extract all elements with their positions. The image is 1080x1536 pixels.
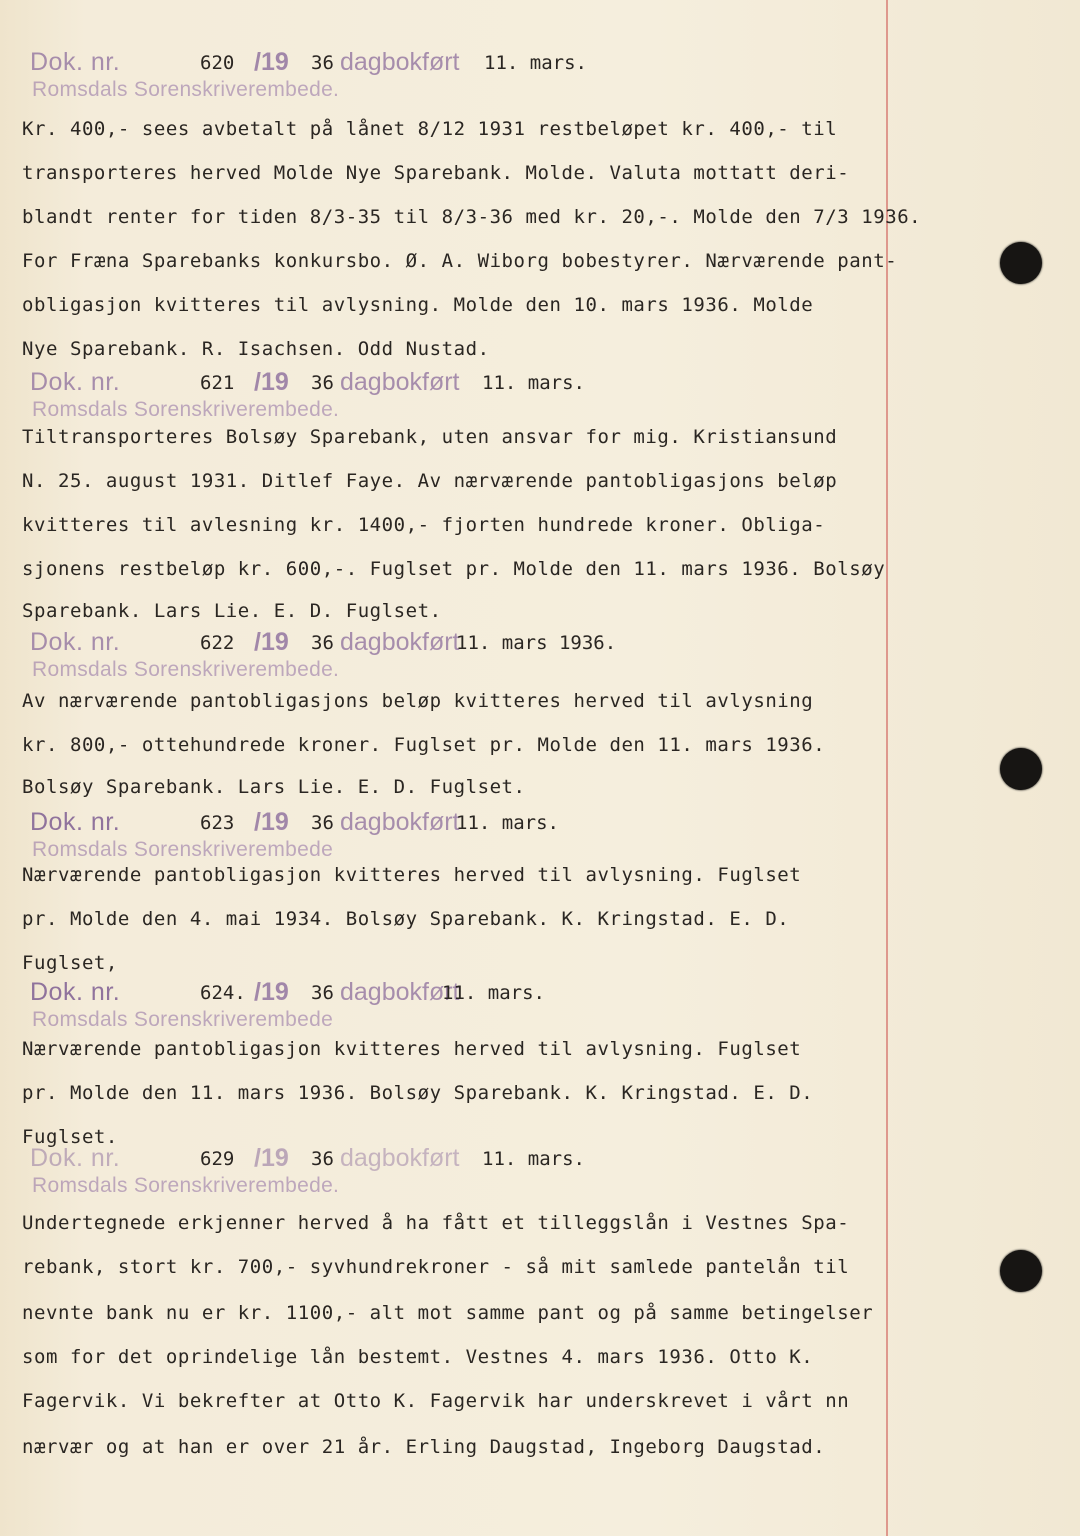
text-line: kr. 800,- ottehundrede kroner. Fuglset pr. Molde den 11. mars 1936. — [22, 734, 826, 756]
document-number: 620 — [200, 52, 235, 74]
text-line: som for det oprindelige lån bestemt. Vestnes 4. mars 1936. Otto K. — [22, 1346, 814, 1368]
entry-date: 11. mars. — [456, 812, 559, 834]
text-line: Fuglset, — [22, 952, 118, 974]
office-stamp: Romsdals Sorenskriverembede. — [32, 398, 340, 421]
document-number: 622 — [200, 632, 235, 654]
entry-header — [22, 808, 882, 862]
office-stamp: Romsdals Sorenskriverembede — [32, 838, 334, 861]
dok-nr-stamp: Dok. nr. — [30, 808, 121, 836]
dok-nr-stamp: Dok. nr. — [30, 978, 121, 1006]
text-line: Undertegnede erkjenner herved å ha fått et tilleggslån i Vestnes Spa- — [22, 1212, 850, 1234]
text-line: For Fræna Sparebanks konkursbo. Ø. A. Wiborg bobestyrer. Nærværende pant- — [22, 250, 898, 272]
text-line: rebank, stort kr. 700,- syvhundrekroner - så mit samlede pantelån til — [22, 1256, 850, 1278]
entry-header — [22, 1144, 882, 1198]
year-suffix: 36 — [311, 982, 334, 1004]
year-prefix-stamp: /19 — [254, 808, 289, 836]
document-number: 629 — [200, 1148, 235, 1170]
dagbokfort-stamp: dagbokført — [340, 978, 460, 1006]
text-line: N. 25. august 1931. Ditlef Faye. Av nærværende pantobligasjons beløp — [22, 470, 838, 492]
text-line: Fagervik. Vi bekrefter at Otto K. Fagervik har underskrevet i vårt nn — [22, 1390, 850, 1412]
entry-date: 11. mars. — [482, 372, 585, 394]
entry-date: 11. mars. — [484, 52, 587, 74]
dagbokfort-stamp: dagbokført — [340, 1144, 460, 1172]
year-suffix: 36 — [311, 1148, 334, 1170]
dok-nr-stamp: Dok. nr. — [30, 1144, 121, 1172]
office-stamp: Romsdals Sorenskriverembede. — [32, 658, 340, 681]
text-line: Nye Sparebank. R. Isachsen. Odd Nustad. — [22, 338, 490, 360]
year-prefix-stamp: /19 — [254, 978, 289, 1006]
document-number: 624. — [200, 982, 246, 1004]
text-line: nevnte bank nu er kr. 1100,- alt mot samme pant og på samme betingelser — [22, 1302, 874, 1324]
entry-header — [22, 978, 882, 1032]
document-number: 623 — [200, 812, 235, 834]
office-stamp: Romsdals Sorenskriverembede. — [32, 78, 340, 101]
year-prefix-stamp: /19 — [254, 48, 289, 76]
text-line: Nærværende pantobligasjon kvitteres herved til avlysning. Fuglset — [22, 1038, 802, 1060]
text-line: transporteres herved Molde Nye Sparebank. Molde. Valuta mottatt deri- — [22, 162, 850, 184]
year-suffix: 36 — [311, 632, 334, 654]
dok-nr-stamp: Dok. nr. — [30, 368, 121, 396]
document-number: 621 — [200, 372, 235, 394]
text-line: Kr. 400,- sees avbetalt på lånet 8/12 1931 restbeløpet kr. 400,- til — [22, 118, 838, 140]
year-prefix-stamp: /19 — [254, 1144, 289, 1172]
text-line: pr. Molde den 4. mai 1934. Bolsøy Sparebank. K. Kringstad. E. D. — [22, 908, 790, 930]
dagbokfort-stamp: dagbokført — [340, 628, 460, 656]
year-suffix: 36 — [311, 52, 334, 74]
text-line: pr. Molde den 11. mars 1936. Bolsøy Sparebank. K. Kringstad. E. D. — [22, 1082, 814, 1104]
year-prefix-stamp: /19 — [254, 368, 289, 396]
office-stamp: Romsdals Sorenskriverembede. — [32, 1174, 340, 1197]
text-line: obligasjon kvitteres til avlysning. Molde den 10. mars 1936. Molde — [22, 294, 814, 316]
text-line: Sparebank. Lars Lie. E. D. Fuglset. — [22, 600, 442, 622]
year-suffix: 36 — [311, 372, 334, 394]
dok-nr-stamp: Dok. nr. — [30, 48, 121, 76]
text-line: Tiltransporteres Bolsøy Sparebank, uten ansvar for mig. Kristiansund — [22, 426, 838, 448]
text-line: Av nærværende pantobligasjons beløp kvitteres herved til avlysning — [22, 690, 814, 712]
text-line: Nærværende pantobligasjon kvitteres herved til avlysning. Fuglset — [22, 864, 802, 886]
dagbokfort-stamp: dagbokført — [340, 808, 460, 836]
entry-date: 11. mars 1936. — [456, 632, 617, 654]
text-line: kvitteres til avlesning kr. 1400,- fjorten hundrede kroner. Obliga- — [22, 514, 826, 536]
text-line: Bolsøy Sparebank. Lars Lie. E. D. Fuglset. — [22, 776, 526, 798]
year-suffix: 36 — [311, 812, 334, 834]
dagbokfort-stamp: dagbokført — [340, 368, 460, 396]
punch-hole-middle — [1000, 748, 1042, 790]
entry-date: 11. mars. — [442, 982, 545, 1004]
year-prefix-stamp: /19 — [254, 628, 289, 656]
dok-nr-stamp: Dok. nr. — [30, 628, 121, 656]
text-line: blandt renter for tiden 8/3-35 til 8/3-36 med kr. 20,-. Molde den 7/3 1936. — [22, 206, 922, 228]
entry-date: 11. mars. — [482, 1148, 585, 1170]
entry-header — [22, 628, 882, 682]
text-line: sjonens restbeløp kr. 600,-. Fuglset pr. Molde den 11. mars 1936. Bolsøy — [22, 558, 886, 580]
dagbokfort-stamp: dagbokført — [340, 48, 460, 76]
entry-header — [22, 48, 882, 102]
punch-hole-top — [1000, 242, 1042, 284]
text-line: nærvær og at han er over 21 år. Erling Daugstad, Ingeborg Daugstad. — [22, 1436, 826, 1458]
office-stamp: Romsdals Sorenskriverembede — [32, 1008, 334, 1031]
text-line: Fuglset. — [22, 1126, 118, 1148]
entry-header — [22, 368, 882, 422]
punch-hole-bottom — [1000, 1250, 1042, 1292]
margin-rule — [886, 0, 888, 1536]
